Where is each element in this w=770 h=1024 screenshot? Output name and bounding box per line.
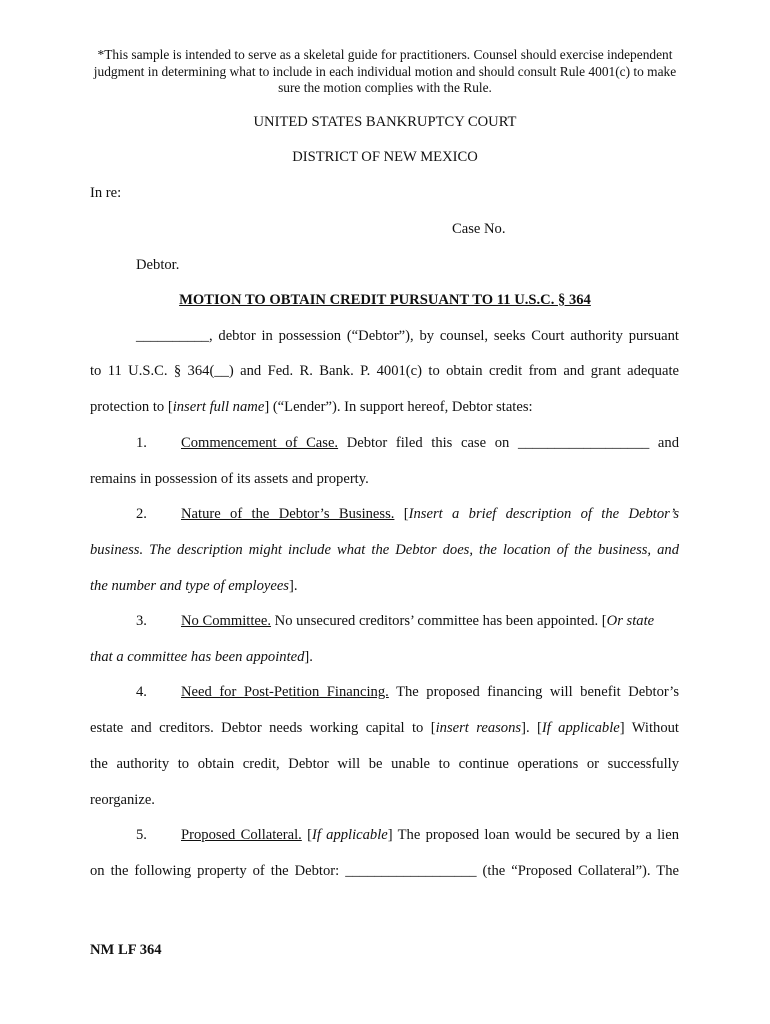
paragraph-text: ] Without — [619, 720, 679, 736]
intro-text: protection to [ — [90, 399, 173, 415]
paragraph-heading: Nature of the Debtor’s Business. — [181, 506, 395, 522]
paragraph-placeholder: If applicable — [311, 827, 388, 843]
paragraph-placeholder: Or state — [606, 613, 655, 629]
paragraph-5-line-2: on the following property of the Debtor: __________________ (the “Proposed Collateral”). The — [90, 863, 679, 879]
paragraph-placeholder: that a committee has been appointed — [90, 649, 305, 665]
paragraph-placeholder: the number and type of employees — [90, 578, 289, 594]
in-re-label: In re: — [90, 185, 122, 201]
case-number-label: Case No. — [452, 221, 506, 237]
paragraph-text: [ — [301, 827, 312, 843]
paragraph-text: ]. [ — [521, 720, 542, 736]
practitioner-notice: *This sample is intended to serve as a skeletal guide for practitioners. Counsel should exercise independent judgment in determining what to include in each individual motion and should consult Rule 4001(c) to make sure the motion complies with the Rule. — [93, 47, 677, 95]
paragraph-number: 4. — [136, 684, 147, 700]
paragraph-2-line-3 — [90, 578, 298, 595]
paragraph-text: ]. — [288, 578, 298, 594]
paragraph-4-line-3: the authority to obtain credit, Debtor will be unable to continue operations or successfully — [90, 756, 679, 772]
paragraph-3-line-1 — [181, 613, 654, 630]
paragraph-heading: Commencement of Case. — [181, 435, 339, 451]
paragraph-text: No unsecured creditors’ committee has been appointed. [ — [271, 613, 607, 629]
paragraph-placeholder: insert reasons — [435, 720, 522, 736]
intro-line-1: __________, debtor in possession (“Debtor”), by counsel, seeks Court authority pursuant — [136, 328, 679, 344]
paragraph-number: 3. — [136, 613, 147, 629]
intro-line-3 — [90, 399, 533, 416]
form-number-footer: NM LF 364 — [90, 942, 162, 958]
paragraph-number: 1. — [136, 435, 147, 451]
paragraph-heading: Proposed Collateral. — [181, 827, 302, 843]
paragraph-2-line-2: business. The description might include what the Debtor does, the location of the business, and — [90, 542, 679, 558]
court-name: UNITED STATES BANKRUPTCY COURT — [253, 114, 517, 130]
intro-line-2: to 11 U.S.C. § 364(__) and Fed. R. Bank. P. 4001(c) to obtain credit from and grant adequate — [90, 363, 679, 379]
paragraph-5-line-1 — [181, 827, 679, 844]
paragraph-4-line-2 — [90, 720, 679, 737]
paragraph-heading: Need for Post-Petition Financing. — [181, 684, 389, 700]
motion-title: MOTION TO OBTAIN CREDIT PURSUANT TO 11 U.S.C. § 364 — [179, 292, 591, 308]
paragraph-text: The proposed financing will benefit Debtor’s — [388, 684, 680, 700]
paragraph-heading: No Committee. — [181, 613, 271, 629]
paragraph-placeholder: Insert a brief description of the Debtor’s — [408, 506, 680, 522]
paragraph-text: ] The proposed loan would be secured by a lien — [387, 827, 679, 843]
paragraph-placeholder: If applicable — [541, 720, 620, 736]
paragraph-text: ]. — [304, 649, 313, 665]
paragraph-text: estate and creditors. Debtor needs working capital to [ — [90, 720, 436, 736]
paragraph-4-line-4: reorganize. — [90, 792, 155, 808]
paragraph-text: [ — [394, 506, 409, 522]
paragraph-number: 5. — [136, 827, 147, 843]
debtor-label: Debtor. — [136, 257, 180, 273]
paragraph-2-line-1 — [181, 506, 679, 523]
district-name: DISTRICT OF NEW MEXICO — [292, 149, 478, 165]
intro-text: ] (“Lender”). In support hereof, Debtor states: — [264, 399, 533, 415]
intro-placeholder: insert full name — [172, 399, 265, 415]
paragraph-4-line-1 — [181, 684, 679, 701]
paragraph-3-line-2 — [90, 649, 313, 666]
paragraph-text: Debtor filed this case on __________________ and — [338, 435, 679, 451]
paragraph-1-line-1 — [181, 435, 679, 452]
paragraph-number: 2. — [136, 506, 147, 522]
paragraph-1-line-2: remains in possession of its assets and property. — [90, 471, 369, 487]
